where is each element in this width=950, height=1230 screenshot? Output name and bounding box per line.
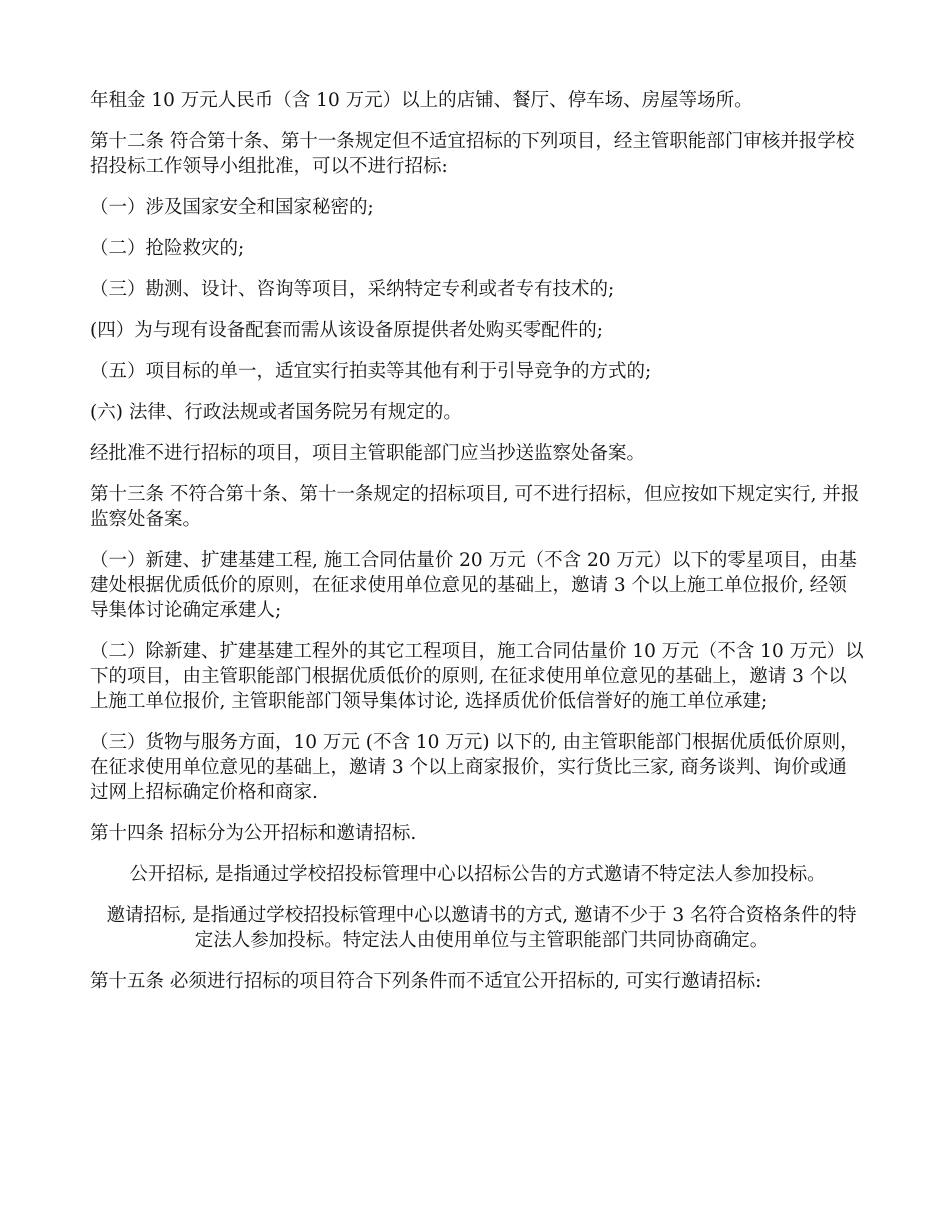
list-item-13-1: （一）新建、扩建基建工程, 施工合同估量价 20 万元（不含 20 万元）以下的零星项目，由基建处根据优质低价的原则，在征求使用单位意见的基础上，邀请 3 个以上施工单位报价, 经领导集体讨论确定承建人; [90,550,857,621]
list-item-12-5: （五）项目标的单一，适宜实行拍卖等其他有利于引导竞争的方式的; [90,361,652,382]
list-item-12-2: （二）抢险救灾的; [90,238,245,259]
paragraph-approval-note: 经批准不进行招标的项目，项目主管职能部门应当抄送监察处备案。 [90,443,646,464]
document-page [90,88,865,1010]
paragraph-article-12: 第十二条 符合第十条、第十一条规定但不适宜招标的下列项目，经主管职能部门审核并报学校招投标工作领导小组批准，可以不进行招标: [90,131,855,177]
list-item-12-1: （一）涉及国家安全和国家秘密的; [90,197,374,218]
list-item-12-4: (四）为与现有设备配套而需从该设备原提供者处购买零配件的; [90,320,603,341]
paragraph-article-15: 第十五条 必须进行招标的项目符合下列条件而不适宜公开招标的, 可实行邀请招标: [90,971,762,992]
paragraph-article-13: 第十三条 不符合第十条、第十一条规定的招标项目, 可不进行招标，但应按如下规定实行, 并报监察处备案。 [90,484,860,530]
paragraph-open-tender: 公开招标, 是指通过学校招投标管理中心以招标公告的方式邀请不特定法人参加投标。 [129,864,826,885]
paragraph-invited-tender: 邀请招标, 是指通过学校招投标管理中心以邀请书的方式, 邀请不少于 3 名符合资格条件的特定法人参加投标。特定法人由使用单位与主管职能部门共同协商确定。 [106,905,857,951]
paragraph-article-14: 第十四条 招标分为公开招标和邀请招标. [90,823,417,844]
list-item-13-2: （二）除新建、扩建基建工程外的其它工程项目，施工合同估量价 10 万元（不含 10 万元）以下的项目，由主管职能部门根据优质低价的原则, 在征求使用单位意见的基础上，邀请 3 个以上施工单位报价, 主管职能部门领导集体讨论, 选择质优价低信誉好的施工单位承建; [90,641,864,712]
paragraph-rent-clause: 年租金 10 万元人民币（含 10 万元）以上的店铺、餐厅、停车场、房屋等场所。 [90,90,753,111]
list-item-12-3: （三）勘测、设计、咨询等项目，采纳特定专利或者专有技术的; [90,279,615,300]
list-item-12-6: (六) 法律、行政法规或者国务院另有规定的。 [90,402,462,423]
list-item-13-3: （三）货物与服务方面，10 万元 (不含 10 万元) 以下的, 由主管职能部门根据优质低价原则，在征求使用单位意见的基础上，邀请 3 个以上商家报价，实行货比三家, 商务谈判、询价或通过网上招标确定价格和商家. [90,732,859,803]
